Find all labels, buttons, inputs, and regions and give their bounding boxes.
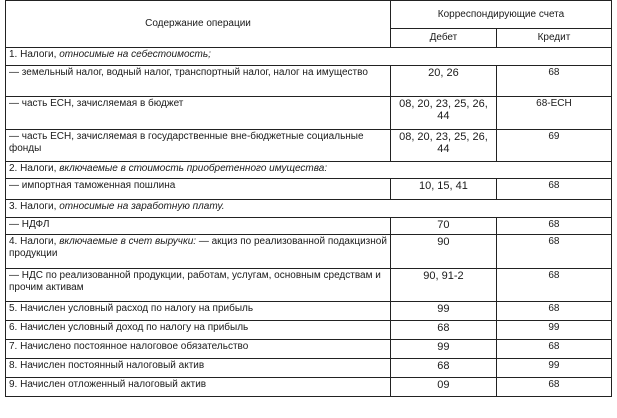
header-accounts: Корреспондирующие счета [390, 1, 611, 29]
credit-cell: 99 [496, 359, 611, 378]
credit-cell: 68 [496, 340, 611, 359]
operation-cell: — импортная таможенная пошлина [6, 179, 391, 200]
table-row [6, 269, 612, 302]
debit-cell: 08, 20, 23, 25, 26, 44 [390, 97, 496, 130]
debit-cell: 90, 91-2 [390, 269, 496, 302]
debit-cell: 90 [390, 235, 496, 269]
credit-cell: 68 [496, 378, 611, 397]
credit-cell: 68 [496, 302, 611, 321]
table-row [6, 235, 612, 269]
credit-cell: 68 [496, 179, 611, 200]
debit-cell: 99 [390, 302, 496, 321]
operation-cell: 9. Начислен отложенный налоговый актив [6, 378, 391, 397]
credit-cell: 68 [496, 235, 611, 269]
operation-cell: — часть ЕСН, зачисляемая в государственные вне-бюджетные социальные фонды [6, 130, 391, 162]
credit-cell: 69 [496, 130, 611, 162]
debit-cell: 68 [390, 321, 496, 340]
table-row [6, 162, 612, 179]
header-debit: Дебет [390, 29, 496, 48]
accounting-entries-table [5, 0, 612, 397]
section-heading: 1. Налоги, относимые на себестоимость; [6, 48, 612, 66]
debit-cell: 70 [390, 218, 496, 235]
operation-cell: 5. Начислен условный расход по налогу на прибыль [6, 302, 391, 321]
header-operation: Содержание операции [6, 1, 391, 48]
operation-cell: 8. Начислен постоянный налоговый актив [6, 359, 391, 378]
operation-cell: — часть ЕСН, зачисляемая в бюджет [6, 97, 391, 130]
debit-cell: 10, 15, 41 [390, 179, 496, 200]
table-row [6, 302, 612, 321]
credit-cell: 68-ЕСН [496, 97, 611, 130]
debit-cell: 68 [390, 359, 496, 378]
table-row [6, 200, 612, 218]
table-row [6, 378, 612, 397]
debit-cell: 08, 20, 23, 25, 26, 44 [390, 130, 496, 162]
table-row [6, 321, 612, 340]
section-heading: 2. Налоги, включаемые в стоимость приобретенного имущества: [6, 162, 612, 179]
table-row [6, 130, 612, 162]
operation-cell: — НДС по реализованной продукции, работам, услугам, основным средствам и прочим активам [6, 269, 391, 302]
header-credit: Кредит [496, 29, 611, 48]
debit-cell: 99 [390, 340, 496, 359]
credit-cell: 68 [496, 218, 611, 235]
operation-cell: — земельный налог, водный налог, транспортный налог, налог на имущество [6, 66, 391, 97]
table-row [6, 66, 612, 97]
table-row [6, 179, 612, 200]
table-row [6, 218, 612, 235]
table-row [6, 340, 612, 359]
document-page [5, 0, 612, 397]
debit-cell: 09 [390, 378, 496, 397]
section-heading: 3. Налоги, относимые на заработную плату. [6, 200, 612, 218]
table-row [6, 97, 612, 130]
debit-cell: 20, 26 [390, 66, 496, 97]
credit-cell: 99 [496, 321, 611, 340]
credit-cell: 68 [496, 66, 611, 97]
operation-cell: 4. Налоги, включаемые в счет выручки: — акциз по реализованной подакцизной продукции [6, 235, 391, 269]
operation-cell: — НДФЛ [6, 218, 391, 235]
credit-cell: 68 [496, 269, 611, 302]
table-row [6, 48, 612, 66]
operation-cell: 7. Начислено постоянное налоговое обязательство [6, 340, 391, 359]
operation-cell: 6. Начислен условный доход по налогу на прибыль [6, 321, 391, 340]
table-row [6, 359, 612, 378]
